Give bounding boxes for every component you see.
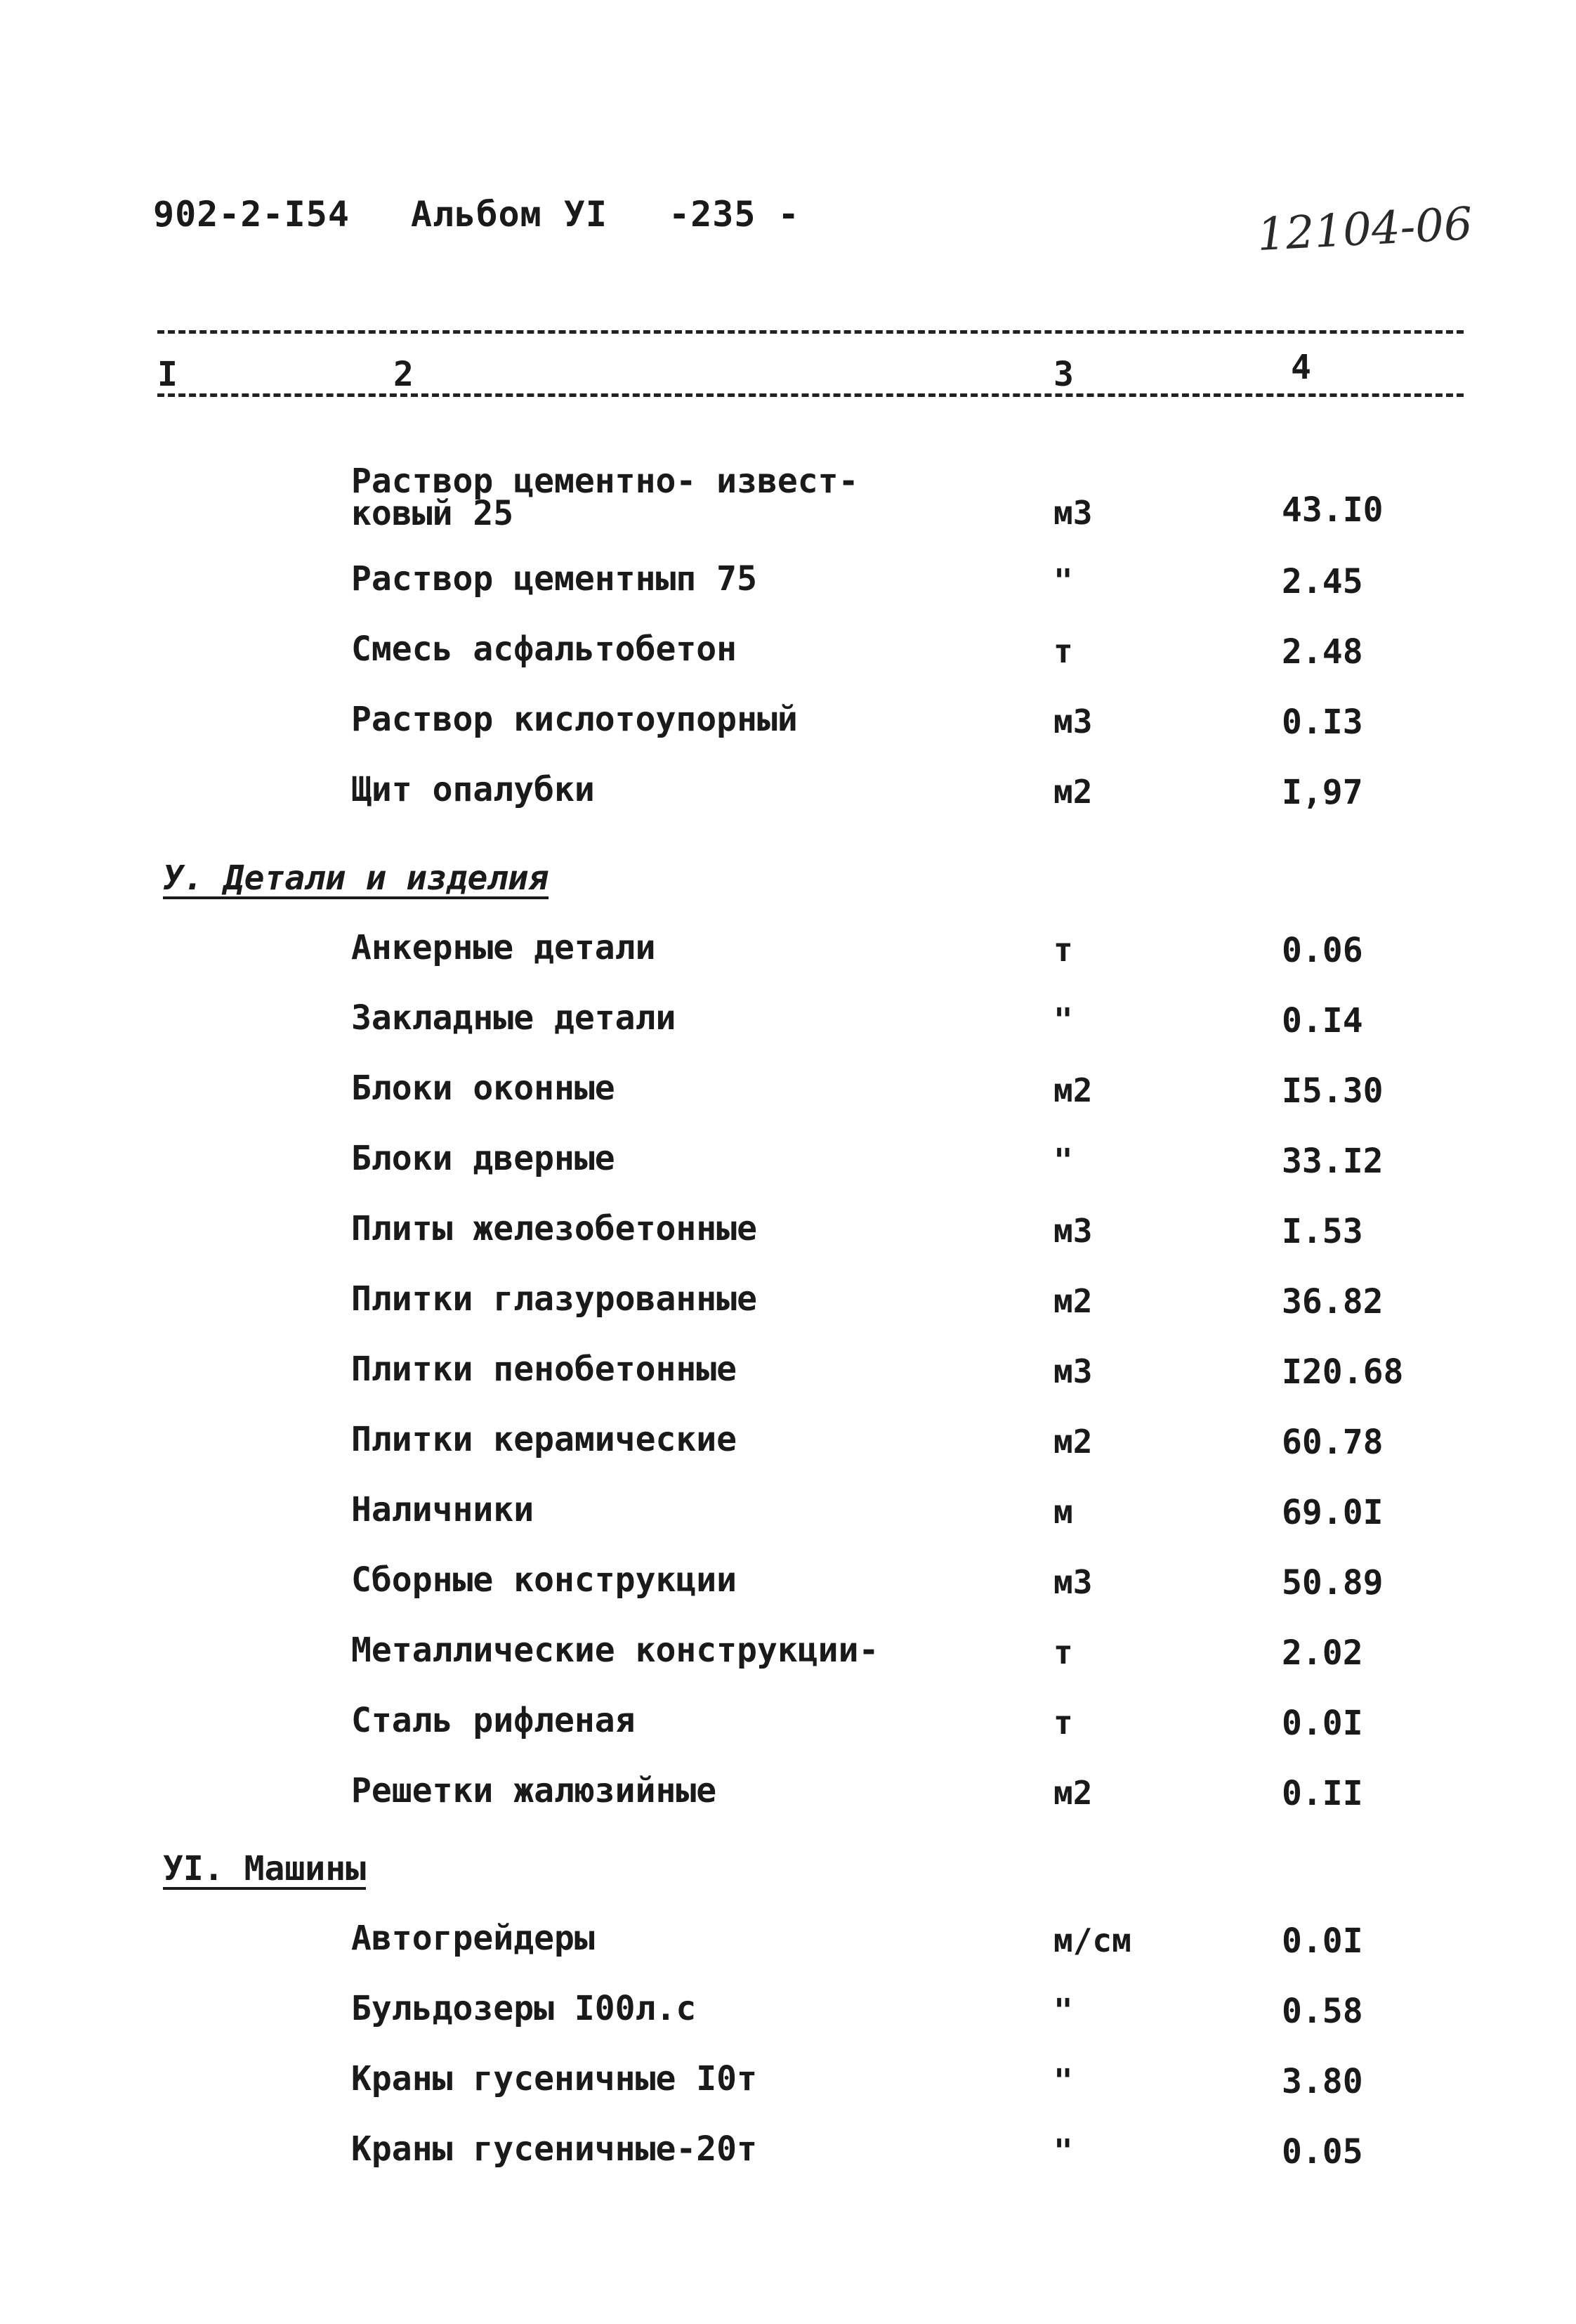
item-name: Плитки керамические: [351, 1420, 737, 1459]
item-unit: ": [1053, 1001, 1073, 1039]
item-unit: ": [1053, 2062, 1073, 2100]
table-row: [0, 928, 1576, 980]
item-unit: т: [1053, 1633, 1073, 1671]
item-name: Анкерные детали: [351, 928, 656, 967]
table-row: [0, 1921, 1576, 1971]
item-quantity: 0.0I: [1282, 1704, 1363, 1743]
item-quantity: 2.45: [1282, 562, 1363, 601]
table-row: [0, 559, 1576, 611]
table-row: [0, 1071, 1576, 1121]
table-row: [0, 1771, 1576, 1823]
item-quantity: 3.80: [1282, 2062, 1363, 2101]
table-row: [0, 1701, 1576, 1753]
item-name: Автогрейдеры: [351, 1919, 595, 1958]
item-name: Металлические конструкции-: [351, 1631, 879, 1670]
item-quantity: 0.I4: [1282, 1001, 1363, 1040]
item-unit: м2: [1053, 1071, 1093, 1109]
table-row: [351, 462, 859, 533]
column-number-1: I: [157, 355, 178, 394]
item-name: Раствор кислотоупорный: [351, 700, 798, 739]
item-quantity: 36.82: [1282, 1282, 1384, 1321]
item-quantity: 69.0I: [1282, 1493, 1384, 1532]
item-quantity: 0.0I: [1282, 1921, 1363, 1961]
table-row: [0, 1989, 1576, 2041]
item-quantity: 50.89: [1282, 1563, 1384, 1602]
item-name: Сборные конструкции: [351, 1560, 737, 1600]
item-name: Сталь рифленая: [351, 1701, 636, 1740]
divider-bottom: [157, 393, 1464, 397]
table-row: [0, 2129, 1576, 2181]
item-name: Решетки жалюзийные: [351, 1771, 717, 1810]
item-quantity: 60.78: [1282, 1423, 1384, 1462]
item-name: Бульдозеры I00л.с: [351, 1989, 697, 2028]
page-number: -235 -: [669, 194, 800, 235]
item-name: Блоки дверные: [351, 1139, 615, 1178]
item-name: Плиты железобетонные: [351, 1209, 757, 1248]
item-quantity: 2.02: [1282, 1633, 1363, 1673]
table-row: [0, 1139, 1576, 1191]
item-quantity: 0.05: [1282, 2132, 1363, 2172]
table-row: [0, 1490, 1576, 1542]
item-quantity: 33.I2: [1282, 1142, 1384, 1181]
item-unit: м2: [1053, 1423, 1093, 1461]
section-title-details: У. Детали и изделия: [163, 859, 549, 898]
item-name: Плитки пенобетонные: [351, 1350, 737, 1389]
item-quantity: 43.I0: [1282, 490, 1384, 530]
table-row: [0, 998, 1576, 1050]
item-name-line1: Раствор цементно- извест-: [351, 462, 859, 501]
table-row: [0, 2059, 1576, 2111]
item-unit: м3: [1053, 1352, 1093, 1390]
item-unit: м: [1053, 1493, 1073, 1531]
item-name: Блоки оконные: [351, 1069, 615, 1108]
item-unit: м3: [1053, 494, 1093, 532]
handwritten-number: 12104-06: [1256, 198, 1474, 261]
table-row: [0, 770, 1576, 822]
item-name-line2: ковый 25: [351, 494, 514, 533]
item-name: Закладные детали: [351, 998, 676, 1038]
item-unit: т: [1053, 632, 1073, 670]
section-title-machines: УI. Машины: [163, 1849, 366, 1888]
column-number-4: 4: [1291, 348, 1311, 387]
item-quantity: 0.II: [1282, 1774, 1363, 1813]
item-unit: т: [1053, 931, 1073, 969]
item-name: Краны гусеничные-20т: [351, 2129, 757, 2169]
item-unit: м3: [1053, 1563, 1093, 1601]
column-number-2: 2: [393, 355, 414, 394]
item-name: Раствор цементнып 75: [351, 559, 757, 599]
table-row: [0, 629, 1576, 681]
item-unit: м2: [1053, 773, 1093, 811]
document-header: [153, 194, 839, 235]
item-name: Краны гусеничные I0т: [351, 2059, 757, 2098]
item-unit: ": [1053, 2132, 1073, 2170]
item-unit: м2: [1053, 1282, 1093, 1320]
table-row: [0, 1352, 1576, 1402]
item-name: Плитки глазурованные: [351, 1279, 757, 1319]
divider-top: [157, 330, 1464, 334]
item-name: Щит опалубки: [351, 770, 595, 809]
table-row: [0, 1633, 1576, 1683]
item-unit: ": [1053, 1142, 1073, 1180]
item-quantity: 2.48: [1282, 632, 1363, 672]
item-quantity: I.53: [1282, 1212, 1363, 1251]
table-row: [0, 1560, 1576, 1612]
item-unit: м3: [1053, 1212, 1093, 1250]
table-row: [0, 1279, 1576, 1331]
item-unit: м2: [1053, 1774, 1093, 1812]
item-name: Смесь асфальтобетон: [351, 629, 737, 669]
project-code: 902-2-I54: [153, 194, 350, 235]
item-unit: ": [1053, 1992, 1073, 2030]
item-quantity: I,97: [1282, 773, 1363, 812]
item-unit: т: [1053, 1704, 1073, 1742]
item-name: Наличники: [351, 1490, 534, 1529]
table-row: [0, 1420, 1576, 1472]
album-label: Альбом УI: [411, 194, 608, 235]
item-quantity: I5.30: [1282, 1071, 1384, 1111]
table-row: [0, 1209, 1576, 1261]
item-quantity: 0.58: [1282, 1992, 1363, 2031]
item-quantity: I20.68: [1282, 1352, 1404, 1392]
item-quantity: 0.06: [1282, 931, 1363, 970]
item-unit: м/см: [1053, 1921, 1131, 1959]
item-unit: ": [1053, 562, 1073, 600]
item-quantity: 0.I3: [1282, 703, 1363, 742]
item-unit: м3: [1053, 703, 1093, 740]
column-number-3: 3: [1053, 355, 1074, 394]
table-row: [0, 700, 1576, 752]
